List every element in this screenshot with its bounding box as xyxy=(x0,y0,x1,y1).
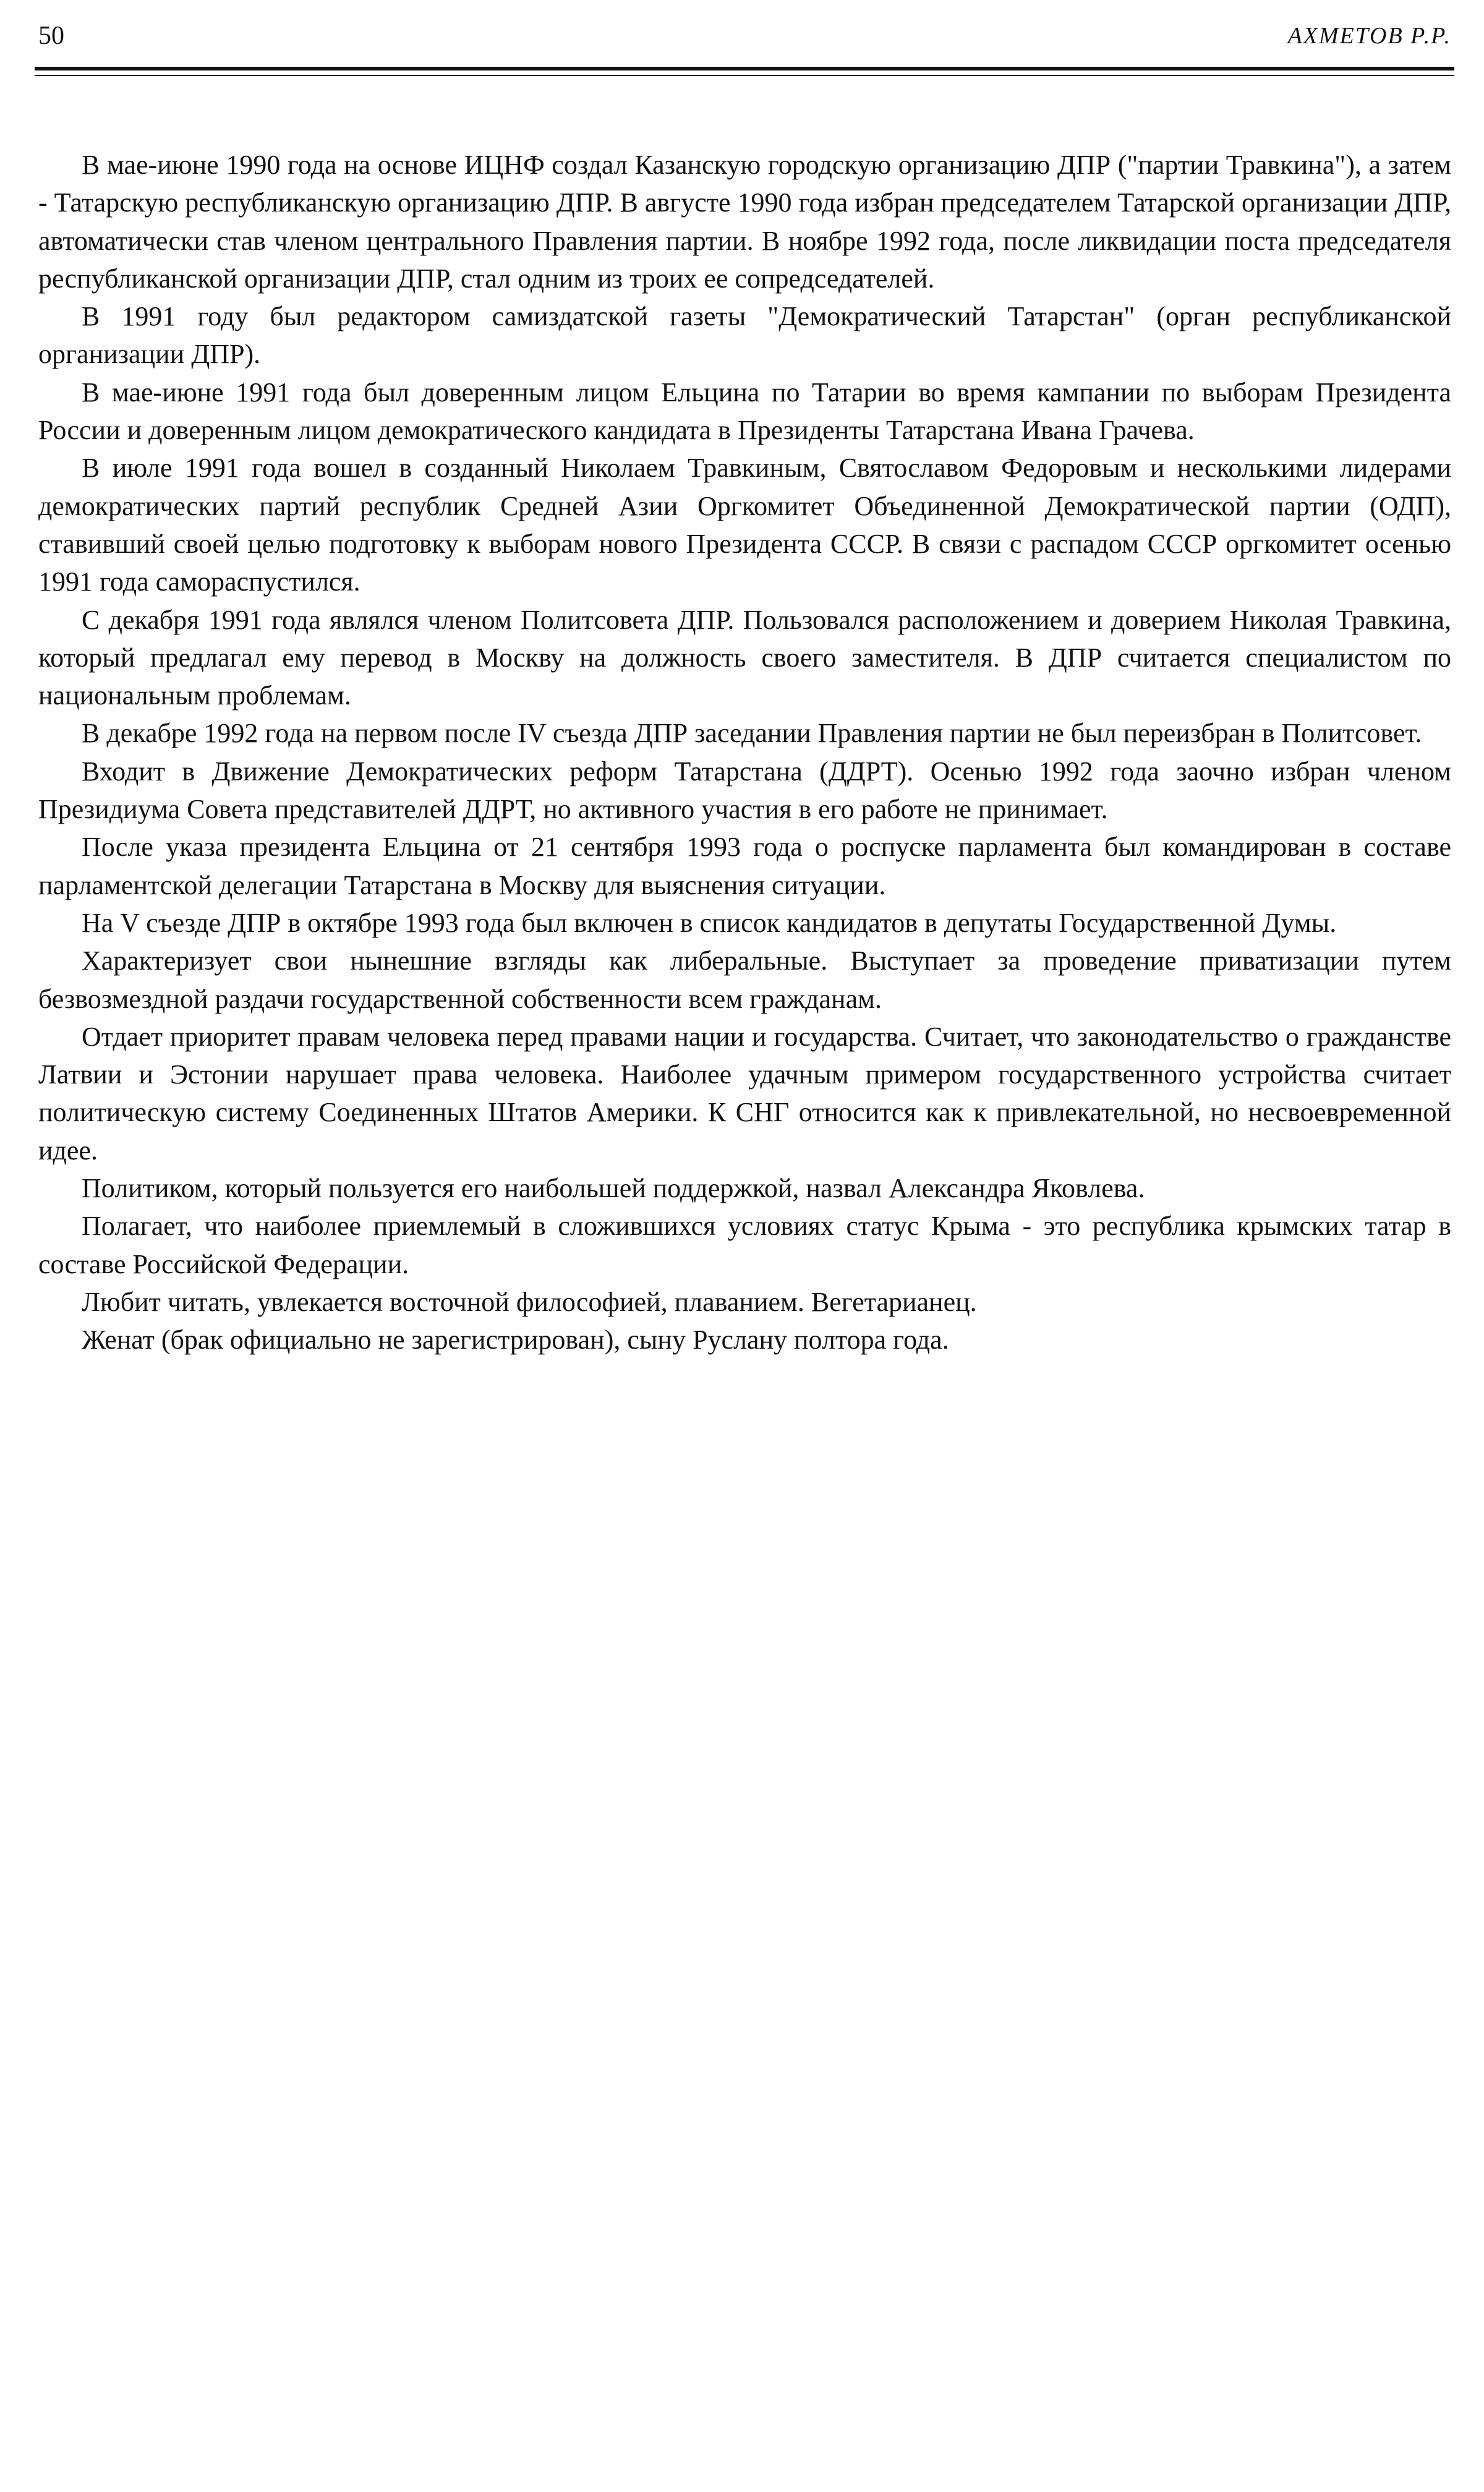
paragraph-views: Характеризует свои нынешние взгляды как либеральные. Выступает за проведение приватизации путем безвозмездной раздачи государственной собственности всем гражданам. xyxy=(38,945,1451,1014)
paragraph-fifth-congress: На V съезде ДПР в октябре 1993 года был включен в список кандидатов в депутаты Государственной Думы. xyxy=(82,907,1337,938)
paragraph-hobbies: Любит читать, увлекается восточной философией, плаванием. Вегетарианец. xyxy=(82,1286,977,1317)
page-header xyxy=(38,17,1451,54)
page-number: 50 xyxy=(38,22,64,50)
paragraph-1993-decree: После указа президента Ельцина от 21 сентября 1993 года о роспуске парламента был командирован в составе парламентской делегации Татарстана в Москву для выяснения ситуации. xyxy=(38,832,1451,900)
paragraph-december-1992: В декабре 1992 года на первом после IV съезда ДПР заседании Правления партии не был переизбран в Политсовет. xyxy=(82,718,1422,749)
paragraph-politsovet: С декабря 1991 года являлся членом Политсовета ДПР. Пользовался расположением и доверием Николая Травкина, который предлагал ему перевод в Москву на должность своего заместителя. В ДПР считается специалистом по национальным проблемам. xyxy=(38,604,1451,711)
header-rule-thin xyxy=(35,75,1454,76)
body-text xyxy=(38,146,1451,1359)
running-head: АХМЕТОВ Р.Р. xyxy=(1287,23,1451,49)
paragraph-family: Женат (брак официально не зарегистрирован), сыну Руслану полтора года. xyxy=(82,1325,949,1355)
paragraph-odp: В июле 1991 года вошел в созданный Николаем Травкиным, Святославом Федоровым и несколькими лидерами демократических партий республик Средней Азии Оргкомитет Объединенной Демократической партии (ОДП), ставивший своей целью подготовку к выборам нового Президента СССР. В связи с распадом СССР оргкомитет осенью 1991 года самораспустился. xyxy=(38,453,1451,597)
paragraph-ddrt: Входит в Движение Демократических реформ Татарстана (ДДРТ). Осенью 1992 года заочно избран членом Президиума Совета представителей ДДРТ, но активного участия в его работе не принимает. xyxy=(38,756,1451,825)
paragraph-newspaper: В 1991 году был редактором самиздатской газеты "Демократический Татарстан" (орган республиканской организации ДПР). xyxy=(38,301,1451,370)
paragraph-politician: Политиком, который пользуется его наибольшей поддержкой, назвал Александра Яковлева. xyxy=(82,1173,1145,1204)
paragraph-human-rights: Отдает приоритет правам человека перед правами нации и государства. Считает, что законодательство о гражданстве Латвии и Эстонии нарушает права человека. Наиболее удачным примером государственного устройства считает политическую систему Соединенных Штатов Америки. К СНГ относится как к привлекательной, но несвоевременной идее. xyxy=(38,1021,1451,1166)
paragraph-election-1991: В мае-июне 1991 года был доверенным лицом Ельцина по Татарии во время кампании по выборам Президента России и доверенным лицом демократического кандидата в Президенты Татарстана Ивана Грачева. xyxy=(38,377,1451,446)
header-rule-thick xyxy=(35,67,1454,70)
paragraph-crimea: Полагает, что наиболее приемлемый в сложившихся условиях статус Крыма - это республика крымских татар в составе Российской Федерации. xyxy=(38,1211,1451,1279)
paragraph-dpr-organization: В мае-июне 1990 года на основе ИЦНФ создал Казанскую городскую организацию ДПР ("партии Травкина"), а затем - Татарскую республиканскую организацию ДПР. В августе 1990 года избран председателем Татарской организации ДПР, автоматически став членом центрального Правления партии. В ноябре 1992 года, после ликвидации поста председателя республиканской организации ДПР, стал одним из троих ее сопредседателей. xyxy=(38,150,1451,294)
